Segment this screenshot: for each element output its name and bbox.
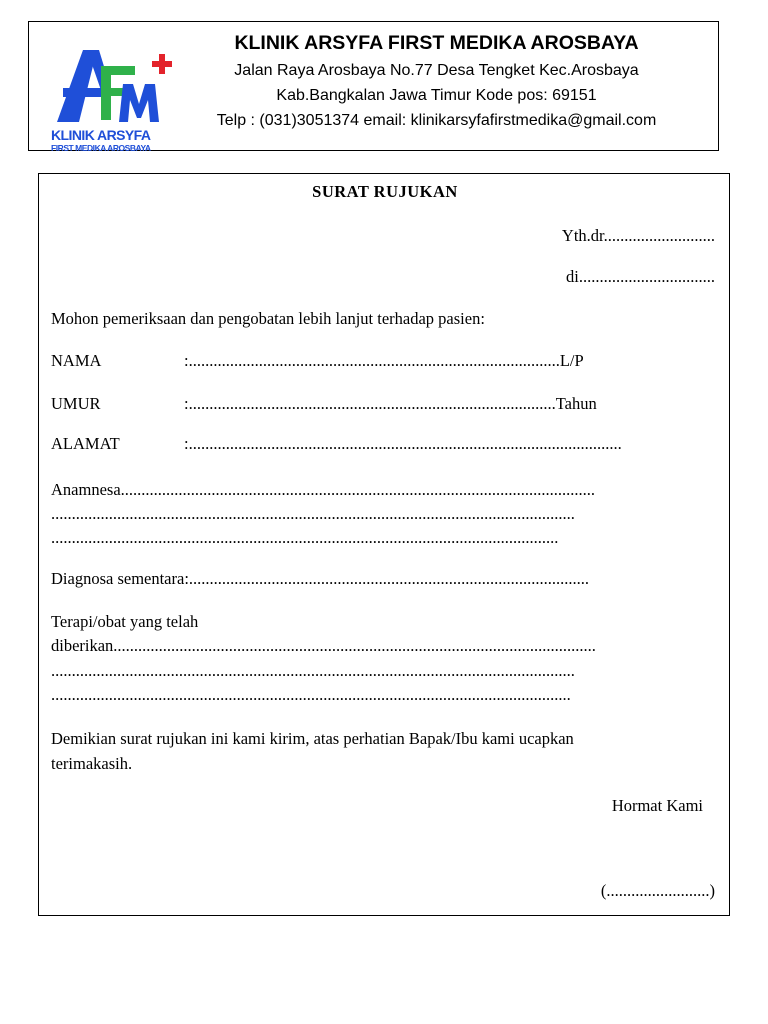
age-label: UMUR: [51, 394, 101, 413]
therapy-line-3: ...............................................................................................................................: [51, 661, 575, 680]
logo-text-line2: FIRST MEDIKA AROSBAYA: [51, 143, 151, 153]
closing-line-2: terimakasih.: [51, 754, 133, 773]
letter-title: SURAT RUJUKAN: [312, 182, 458, 201]
age-field: :.........................................................................................Tahun: [184, 394, 597, 413]
sign-off: Hormat Kami: [611, 796, 703, 815]
anamnesa-line-2: ...............................................................................................................................: [51, 504, 575, 523]
contact-line: Telp : (031)3051374 email: klinikarsyfafirstmedika@gmail.com: [216, 112, 657, 129]
address-line-2: Kab.Bangkalan Jawa Timur Kode pos: 69151: [276, 87, 597, 104]
therapy-line-4: ..............................................................................................................................: [51, 685, 571, 704]
clinic-name: KLINIK ARSYFA FIRST MEDIKA AROSBAYA: [234, 32, 639, 54]
to-doctor-line: Yth.dr...........................: [561, 226, 715, 245]
address-label: ALAMAT: [51, 434, 120, 453]
referral-letter: [38, 173, 730, 916]
therapy-line-2: diberikan.....................................................................................................................: [51, 636, 596, 655]
clinic-info: [154, 28, 719, 133]
location-line: di.................................: [566, 267, 715, 286]
address-line-1: Jalan Raya Arosbaya No.77 Desa Tengket Kec.Arosbaya: [234, 62, 639, 79]
intro-text: Mohon pemeriksaan dan pengobatan lebih lanjut terhadap pasien:: [51, 309, 485, 328]
name-field: :..........................................................................................L/P: [184, 351, 584, 370]
closing-line-1: Demikian surat rujukan ini kami kirim, atas perhatian Bapak/Ibu kami ucapkan: [51, 729, 574, 748]
diagnosis-line: Diagnosa sementara:.................................................................................................: [51, 569, 590, 588]
therapy-line-1: Terapi/obat yang telah: [51, 612, 199, 631]
signature-placeholder: (.........................): [600, 881, 715, 900]
name-label: NAMA: [51, 351, 102, 370]
address-field: :.........................................................................................................: [184, 434, 622, 453]
letterhead: [28, 21, 719, 151]
anamnesa-line-3: ...........................................................................................................................: [51, 528, 559, 547]
logo-text-line1: KLINIK ARSYFA: [51, 127, 151, 143]
anamnesa-line-1: Anamnesa...................................................................................................................: [51, 480, 596, 499]
